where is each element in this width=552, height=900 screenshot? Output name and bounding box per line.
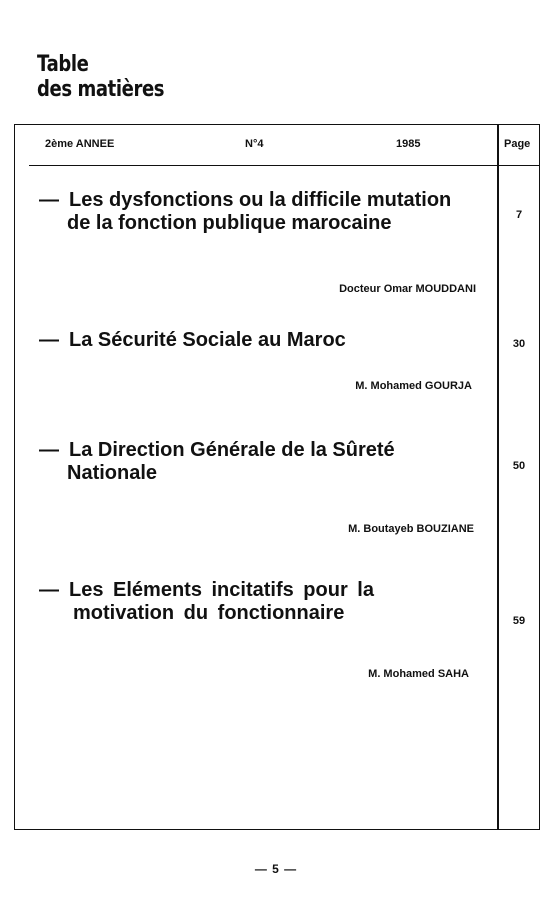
toc-entry-page[interactable]: 59 — [512, 615, 526, 627]
page-column-label: Page — [504, 138, 531, 150]
toc-entry-page[interactable]: 7 — [515, 209, 523, 221]
toc-entry-author: Docteur Omar MOUDDANI — [339, 283, 476, 295]
toc-entry-author: M. Boutayeb BOUZIANE — [348, 523, 474, 535]
entry-title-line1: La Direction Générale de la Sûreté — [69, 439, 395, 461]
entry-title-line2: motivation du fonctionnaire — [73, 602, 345, 624]
entry-title-line2: de la fonction publique marocaine — [67, 212, 392, 234]
page-title-line1: Table — [37, 52, 89, 77]
toc-entry-page[interactable]: 50 — [512, 460, 526, 472]
page-title — [37, 52, 164, 102]
toc-entry-title[interactable] — [39, 579, 469, 625]
header-rule — [29, 165, 497, 166]
toc-entry-title[interactable] — [39, 329, 346, 352]
toc-entry-page[interactable]: 30 — [512, 338, 526, 350]
footer-page-number: — 5 — — [254, 862, 298, 876]
issue-year: 1985 — [396, 138, 421, 150]
toc-entry-title[interactable] — [39, 189, 489, 235]
toc-entry-title[interactable] — [39, 439, 469, 485]
toc-entry-author: M. Mohamed SAHA — [368, 668, 469, 680]
issue-year-label: 2ème ANNEE — [45, 138, 115, 150]
entry-dash: — — [39, 439, 59, 461]
entry-title-line1: Les Eléments incitatifs pour la — [69, 579, 374, 601]
toc-entry-author: M. Mohamed GOURJA — [355, 380, 472, 392]
entry-dash: — — [39, 579, 59, 601]
entry-title-line2: Nationale — [67, 462, 158, 484]
entry-dash: — — [39, 329, 59, 351]
contents-frame — [14, 124, 540, 830]
entry-dash: — — [39, 189, 59, 211]
entry-title-line1: La Sécurité Sociale au Maroc — [69, 329, 346, 351]
header-rule-page-column — [499, 165, 539, 166]
page-title-line2: des matières — [37, 77, 165, 102]
issue-number: N°4 — [245, 138, 264, 150]
page-column-divider — [497, 124, 499, 830]
entry-title-line1: Les dysfonctions ou la difficile mutation — [69, 189, 452, 211]
